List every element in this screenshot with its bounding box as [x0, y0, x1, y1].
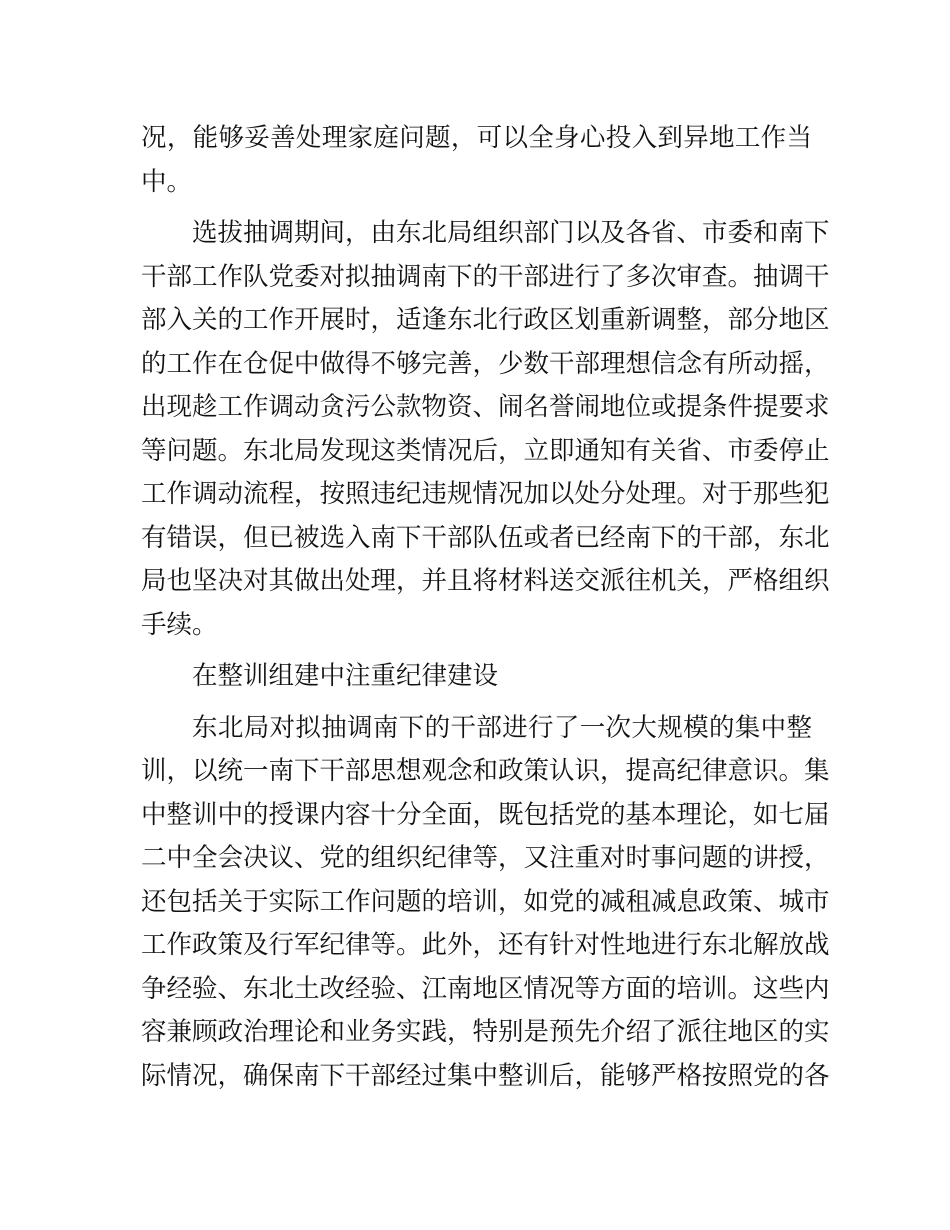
text-line: 训，以统一南下干部思想观念和政策认识，提高纪律意识。集 [141, 756, 830, 786]
text-line: 的工作在仓促中做得不够完善，少数干部理想信念有所动摇， [141, 348, 830, 379]
text-line: 出现趁工作调动贪污公款物资、闹名誉闹地位或提条件提要求 [141, 392, 830, 422]
text-line: 东北局对拟抽调南下的干部进行了一次大规模的集中整 [192, 712, 812, 743]
text-line: 容兼顾政治理论和业务实践，特别是预先介绍了派往地区的实 [141, 1017, 830, 1047]
text-line: 还包括关于实际工作问题的培训，如党的减租减息政策、城市 [141, 886, 830, 917]
text-line: 工作调动流程，按照违纪违规情况加以处分处理。对于那些犯 [141, 479, 830, 509]
text-line: 中整训中的授课内容十分全面，既包括党的基本理论，如七届 [141, 799, 830, 830]
text-line: 部入关的工作开展时，适逢东北行政区划重新调整，部分地区 [141, 305, 830, 335]
text-line: 争经验、东北土改经验、江南地区情况等方面的培训。这些内 [141, 973, 830, 1004]
heading-text: 在整训组建中注重纪律建设 [192, 661, 499, 691]
paragraph-4 [141, 707, 830, 1099]
text-line: 中。 [141, 166, 193, 197]
section-heading [141, 655, 812, 699]
text-line: 手续。 [141, 609, 218, 640]
text-line: 况，能够妥善处理家庭问题，可以全身心投入到异地工作当 [141, 123, 812, 153]
text-line: 工作政策及行军纪律等。此外，还有针对性地进行东北解放战 [141, 930, 830, 960]
text-line: 局也坚决对其做出处理，并且将材料送交派往机关，严格组织 [141, 566, 830, 596]
text-line: 干部工作队党委对拟抽调南下的干部进行了多次审查。抽调干 [141, 261, 830, 292]
text-line: 等问题。东北局发现这类情况后，立即通知有关省、市委停止 [141, 435, 830, 466]
paragraph-2 [141, 212, 830, 647]
text-line: 际情况，确保南下干部经过集中整训后，能够严格按照党的各 [141, 1060, 830, 1091]
text-line: 选拔抽调期间，由东北局组织部门以及各省、市委和南下 [192, 218, 830, 248]
document-page [141, 117, 830, 1106]
paragraph-1 [141, 117, 812, 204]
text-line: 二中全会决议、党的组织纪律等，又注重对时事问题的讲授， [141, 843, 830, 873]
text-line: 有错误，但已被选入南下干部队伍或者已经南下的干部，东北 [141, 522, 830, 553]
